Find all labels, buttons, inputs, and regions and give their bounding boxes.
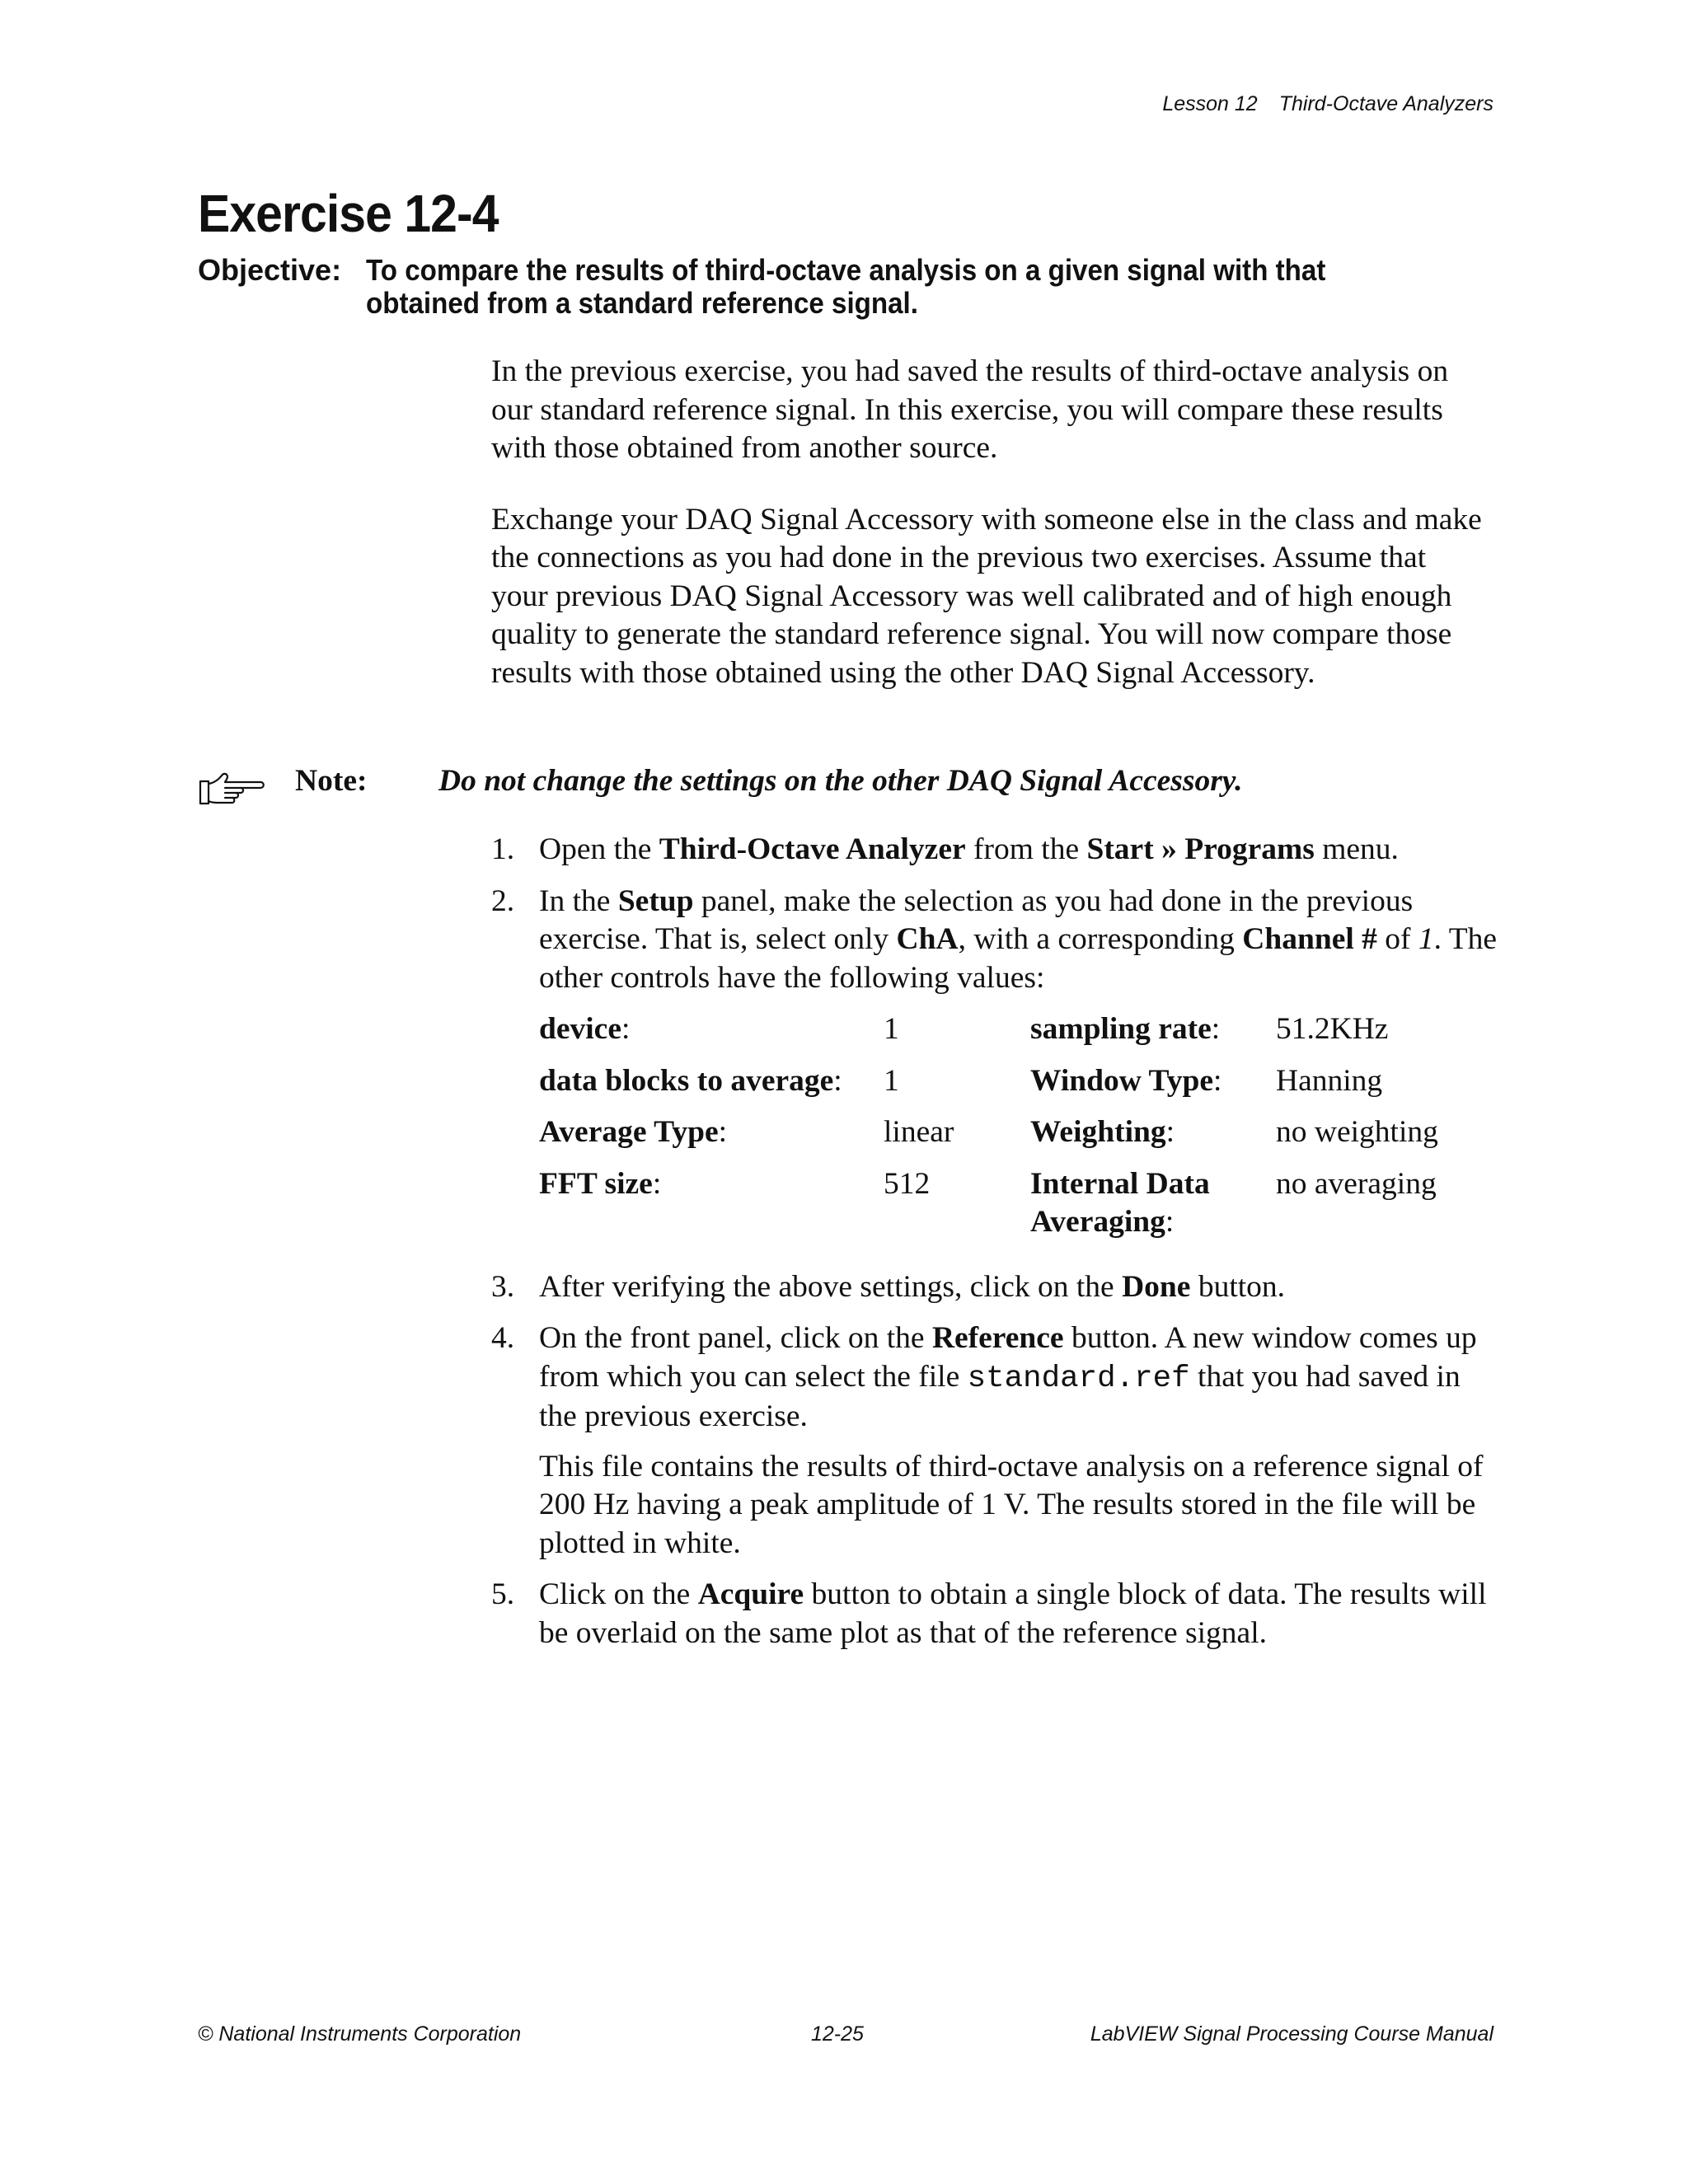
menu-item-start: Start <box>1086 832 1154 866</box>
note <box>198 757 1500 806</box>
note-text: Do not change the settings on the other DAQ Signal Accessory. <box>438 764 1243 798</box>
step-4 <box>491 1319 1497 1563</box>
intro-paragraph: Exchange your DAQ Signal Accessory with someone else in the class and make the connections as you had done in the previous two exercises. Assume that your previous DAQ Signal Accessory was well calibrated and of high enough quality to generate the standard reference signal. You will now compare those results with those obtained using the other DAQ Signal Accessory. <box>491 502 1482 690</box>
acquire-button-name: Acquire <box>697 1577 804 1611</box>
step-5 <box>491 1576 1497 1652</box>
step-number: 4. <box>491 1321 515 1355</box>
setup-panel-name: Setup <box>617 883 694 918</box>
intro-paragraph: In the previous exercise, you had saved the results of third-octave analysis on our standard reference signal. In this exercise, you will compare these results with those obtained from another source. <box>491 354 1449 465</box>
step-text: Open the Third-Octave Analyzer from the Start » Programs menu. <box>539 832 1399 866</box>
setting-value: no averaging <box>1276 1166 1437 1201</box>
settings-row: FFT size: 512 Internal Data Averaging: no averaging <box>539 1165 1438 1255</box>
exercise-title: Exercise 12-4 <box>198 184 499 243</box>
setting-label: Window Type <box>1030 1063 1213 1098</box>
step-text: This file contains the results of third-octave analysis on a reference signal of 200 Hz having a peak amplitude of 1 V. The results stored in the file will be plotted in white. <box>539 1449 1484 1560</box>
settings-row: device: 1 sampling rate: 51.2KHz <box>539 1010 1438 1062</box>
setting-value: 51.2KHz <box>1276 1012 1389 1046</box>
menu-item-third-octave-analyzer: Third-Octave Analyzer <box>659 832 966 866</box>
channel-number-name: Channel # <box>1242 922 1377 956</box>
step-number: 1. <box>491 832 515 866</box>
step-text: Click on the Acquire button to obtain a single block of data. The results will be overlaid on the same plot as that of the reference signal. <box>539 1577 1487 1650</box>
header-chapter: Third-Octave Analyzers <box>1278 92 1493 115</box>
setting-value: 1 <box>884 1063 899 1098</box>
setting-label: device <box>539 1012 621 1046</box>
objective-text: To compare the results of third-octave analysis on a given signal with that obtained from a standard reference signal. <box>366 253 1326 320</box>
setting-label: Internal Data Averaging <box>1030 1166 1210 1239</box>
setting-value: 512 <box>884 1166 931 1201</box>
header-lesson: Lesson 12 <box>1162 92 1258 115</box>
page-number: 12-25 <box>811 2022 864 2046</box>
setting-label: Average Type <box>539 1115 719 1149</box>
menu-item-programs: Programs <box>1184 832 1315 866</box>
step-list <box>491 831 1497 1666</box>
objective-label: Objective: <box>198 253 342 287</box>
file-name: standard.ref <box>967 1361 1190 1396</box>
note-label: Note: <box>295 764 368 798</box>
page-footer <box>198 2022 1493 2055</box>
setting-label: data blocks to average <box>539 1063 834 1098</box>
step-3 <box>491 1268 1497 1307</box>
running-header <box>1162 92 1493 116</box>
footer-copyright: © National Instruments Corporation <box>198 2022 522 2046</box>
step-number: 5. <box>491 1577 515 1611</box>
settings-table <box>539 1010 1438 1255</box>
step-2 <box>491 883 1497 1255</box>
step-text: On the front panel, click on the Reference button. A new window comes up from which you can select the file standard.ref that you had saved in the previous exercise. <box>539 1321 1477 1433</box>
setting-label: FFT size <box>539 1166 653 1201</box>
setting-value: no weighting <box>1276 1115 1438 1149</box>
channel-a-name: ChA <box>896 922 959 956</box>
reference-button-name: Reference <box>931 1321 1064 1355</box>
settings-row: Average Type: linear Weighting: no weighting <box>539 1113 1438 1165</box>
intro-body <box>491 353 1490 725</box>
step-number: 2. <box>491 883 515 918</box>
setting-label: sampling rate <box>1030 1012 1212 1046</box>
done-button-name: Done <box>1122 1269 1191 1304</box>
setting-value: linear <box>884 1115 954 1149</box>
step-text: In the Setup panel, make the selection as you had done in the previous exercise. That is, select only ChA, with a corresponding Channel # of 1. The other controls have the following values: <box>539 883 1498 995</box>
step-number: 3. <box>491 1269 515 1304</box>
channel-number-value: 1 <box>1418 922 1434 956</box>
footer-manual-title: LabVIEW Signal Processing Course Manual <box>1090 2022 1493 2046</box>
setting-value: 1 <box>884 1012 899 1046</box>
pointing-hand-icon <box>198 770 267 814</box>
setting-value: Hanning <box>1276 1063 1383 1098</box>
settings-row: data blocks to average: 1 Window Type: Hanning <box>539 1062 1438 1114</box>
setting-label: Weighting <box>1030 1115 1166 1149</box>
step-1 <box>491 831 1497 869</box>
step-text: After verifying the above settings, click on the Done button. <box>539 1269 1286 1304</box>
